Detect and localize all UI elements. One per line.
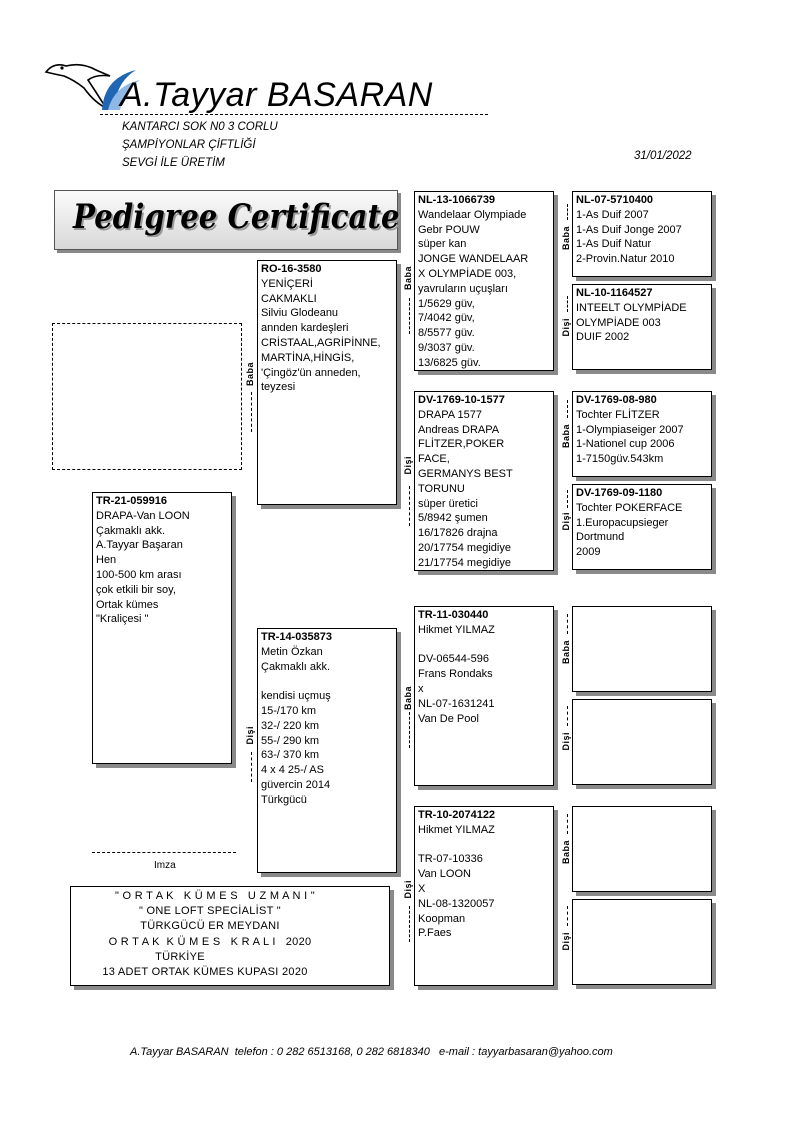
sire-dam-label: Dişi [403, 456, 413, 475]
photo-placeholder [52, 323, 242, 470]
sire-sire-ring: NL-13-1066739 [418, 194, 496, 206]
ds-sire-label: Baba [561, 640, 571, 665]
ds-sire-connector [567, 614, 568, 634]
sire-label: Baba [245, 362, 255, 387]
dam-dam-card: TR-10-2074122 Hikmet YILMAZ TR-07-10336 Van LOON X NL-08-1320057 Koopman P.Faes [414, 806, 554, 986]
sd-dam-card: DV-1769-09-1180 Tochter POKERFACE 1.Europacupsieger Dortmund 2009 [572, 484, 712, 570]
dam-sire-label: Baba [403, 686, 413, 711]
achievement-3: TÜRKGÜCÜ ER MEYDANI [140, 920, 280, 933]
dam-sire-ring: TR-11-030440 [418, 609, 489, 621]
dam-dam-ring: TR-10-2074122 [418, 809, 496, 821]
ds-dam-connector [567, 706, 568, 726]
ds-sire-empty-card [572, 606, 712, 692]
ss-sire-label: Baba [561, 226, 571, 251]
page-title: Pedigree Certificate [73, 197, 400, 237]
ss-sire-ring: NL-07-5710400 [576, 194, 654, 206]
sd-dam-label: Dişi [561, 512, 571, 531]
brand-underline [100, 114, 488, 115]
ss-sire-connector [567, 204, 568, 220]
sire-dam-card: DV-1769-10-1577 DRAPA 1577 Andreas DRAPA FLİTZER,POKER FACE, GERMANYS BEST TORUNU süper üretici 5/8942 şumen 16/17826 drajna 20/17754 megidiye 21/17754 megidiye [414, 391, 554, 571]
sire-sire-label: Baba [403, 266, 413, 291]
subject-card: TR-21-059916 DRAPA-Van LOON Çakmaklı akk. A.Tayyar Başaran Hen 100-500 km arası çok etkili bir soy, Ortak kümes "Kraliçesi " [92, 492, 232, 764]
address-line-1: KANTARCI SOK N0 3 CORLU [122, 121, 278, 133]
sd-dam-ring: DV-1769-09-1180 [576, 487, 663, 499]
achievement-6: 13 ADET ORTAK KÜMES KUPASI 2020 [102, 966, 308, 979]
sd-sire-connector [567, 400, 568, 418]
ds-dam-label: Dişi [561, 732, 571, 751]
sd-sire-ring: DV-1769-08-980 [576, 394, 657, 406]
footer-contact: A.Tayyar BASARAN telefon : 0 282 6513168, 0 282 6818340 e-mail : tayyarbasaran@yahoo.com [130, 1046, 613, 1058]
sire-sire-card: NL-13-1066739 Wandelaar Olympiade Gebr POUW süper kan JONGE WANDELAAR X OLYMPİADE 003, yavruların uçuşları 1/5629 güv, 7/4042 güv, 8/5577 güv. 9/3037 güv. 13/6825 güv. [414, 191, 554, 371]
ds-dam-empty-card [572, 699, 712, 785]
achievement-2: " ONE LOFT SPECİALİST " [138, 905, 282, 918]
dd-sire-connector [567, 814, 568, 834]
sd-sire-label: Baba [561, 424, 571, 449]
achievement-5: TÜRKİYE [155, 950, 205, 963]
brand-name: A.Tayyar BASARAN [120, 76, 433, 114]
sire-card: RO-16-3580 YENİÇERİ CAKMAKLI Silviu Glodeanu annden kardeşleri CRİSTAAL,AGRİPİNNE, MARTİNA,HİNGİS, 'Çingöz'ün anneden, teyzesi [257, 260, 397, 505]
dam-sire-card: TR-11-030440 Hikmet YILMAZ DV-06544-596 Frans Rondaks x NL-07-1631241 Van De Pool [414, 606, 554, 786]
address-line-2: ŞAMPİYONLAR ÇİFTLİĞİ [122, 139, 256, 151]
sd-dam-connector [567, 490, 568, 508]
dd-sire-empty-card [572, 806, 712, 892]
address-line-3: SEVGİ İLE ÜRETİM [122, 157, 225, 169]
ss-dam-card: NL-10-1164527 INTEELT OLYMPİADE OLYMPİADE 003 DUIF 2002 [572, 284, 712, 370]
dd-dam-empty-card [572, 899, 712, 985]
ss-sire-card: NL-07-5710400 1-As Duif 2007 1-As Duif Jonge 2007 1-As Duif Natur 2-Provin.Natur 2010 [572, 191, 712, 277]
ss-dam-connector [567, 296, 568, 312]
sire-connector [251, 392, 252, 432]
sd-sire-card: DV-1769-08-980 Tochter FLİTZER 1-Olympiaseiger 2007 1-Nationel cup 2006 1-7150güv.543km [572, 391, 712, 477]
achievement-4: O R T A K K Ü M E S K R A L I 2020 [108, 935, 312, 948]
sire-dam-connector [409, 486, 410, 526]
title-banner [54, 190, 398, 250]
achievement-1: " O R T A K K Ü M E S U Z M A N I " [114, 890, 316, 902]
dd-sire-label: Baba [561, 840, 571, 865]
achievements-box [70, 886, 390, 986]
dd-dam-connector [567, 906, 568, 926]
signature-line [92, 852, 236, 853]
date: 31/01/2022 [634, 150, 692, 162]
sire-dam-ring: DV-1769-10-1577 [418, 394, 505, 406]
dam-sire-connector [409, 712, 410, 748]
dam-card: TR-14-035873 Metin Özkan Çakmaklı akk. kendisi uçmuş 15-/170 km 32-/ 220 km 55-/ 290 km 63-/ 370 km 4 x 4 25-/ AS güvercin 2014 Türkgücü [257, 628, 397, 873]
sire-sire-connector [409, 298, 410, 334]
signature-label: Imza [154, 860, 176, 871]
subject-ring: TR-21-059916 [96, 495, 167, 507]
dam-dam-connector [409, 906, 410, 942]
dd-dam-label: Dişi [561, 932, 571, 951]
dam-connector [251, 752, 252, 782]
dam-ring: TR-14-035873 [261, 631, 332, 643]
ss-dam-label: Dişi [561, 318, 571, 337]
dam-dam-label: Dişi [403, 880, 413, 899]
sire-ring: RO-16-3580 [261, 263, 322, 275]
ss-dam-ring: NL-10-1164527 [576, 287, 653, 299]
dam-label: Dişi [245, 726, 255, 745]
